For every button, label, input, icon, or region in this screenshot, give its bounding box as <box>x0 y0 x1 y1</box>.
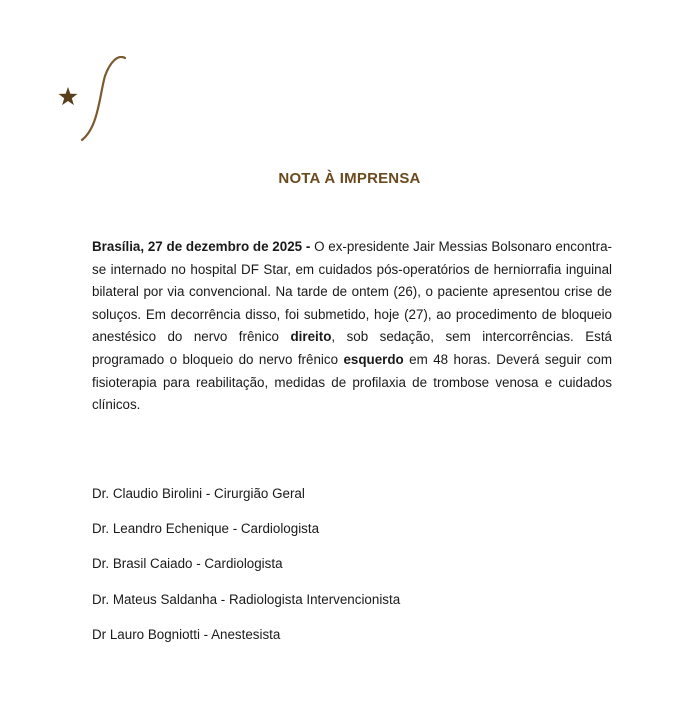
signature-line: Dr. Mateus Saldanha - Radiologista Intervencionista <box>92 591 401 607</box>
logo-star-icon <box>58 87 77 105</box>
dateline: Brasília, 27 de dezembro de 2025 - <box>92 239 311 254</box>
page-title: NOTA À IMPRENSA <box>278 170 421 187</box>
signature-list <box>92 484 400 660</box>
logo-integral-icon <box>82 57 125 140</box>
signature-line: Dr. Leandro Echenique - Cardiologista <box>92 521 320 537</box>
star-integral-logo-icon <box>58 56 138 146</box>
paragraph-text-3: em 48 horas. Deverá seguir com fisioterapia para reabilitação, medidas de profilaxia de trombose venosa e cuidados clínicos. <box>92 351 612 413</box>
signature-line: Dr. Brasil Caiado - Cardiologista <box>92 556 283 572</box>
hospital-logo <box>58 56 138 146</box>
signature-line: Dr Lauro Bogniotti - Anestesista <box>92 626 281 642</box>
emphasis-direito: direito <box>290 329 332 345</box>
paragraph-text-2: , sob sedação, sem intercorrências. Está programado o bloqueio do nervo frênico <box>92 329 613 367</box>
paragraph-text-1: O ex-presidente Jair Messias Bolsonaro encontra-se internado no hospital DF Star, em cuidados pós-operatórios de herniorrafia inguinal bilateral por via convencional. Na tarde de ontem (26), o paciente apresentou crise de soluços. Em decorrência disso, foi submetido, hoje (27), ao procedimento de bloqueio anestésico do nervo frênico <box>92 239 612 345</box>
press-release-paragraph <box>92 236 612 417</box>
emphasis-esquerdo: esquerdo <box>343 351 404 367</box>
signature-line: Dr. Claudio Birolini - Cirurgião Geral <box>92 486 305 501</box>
